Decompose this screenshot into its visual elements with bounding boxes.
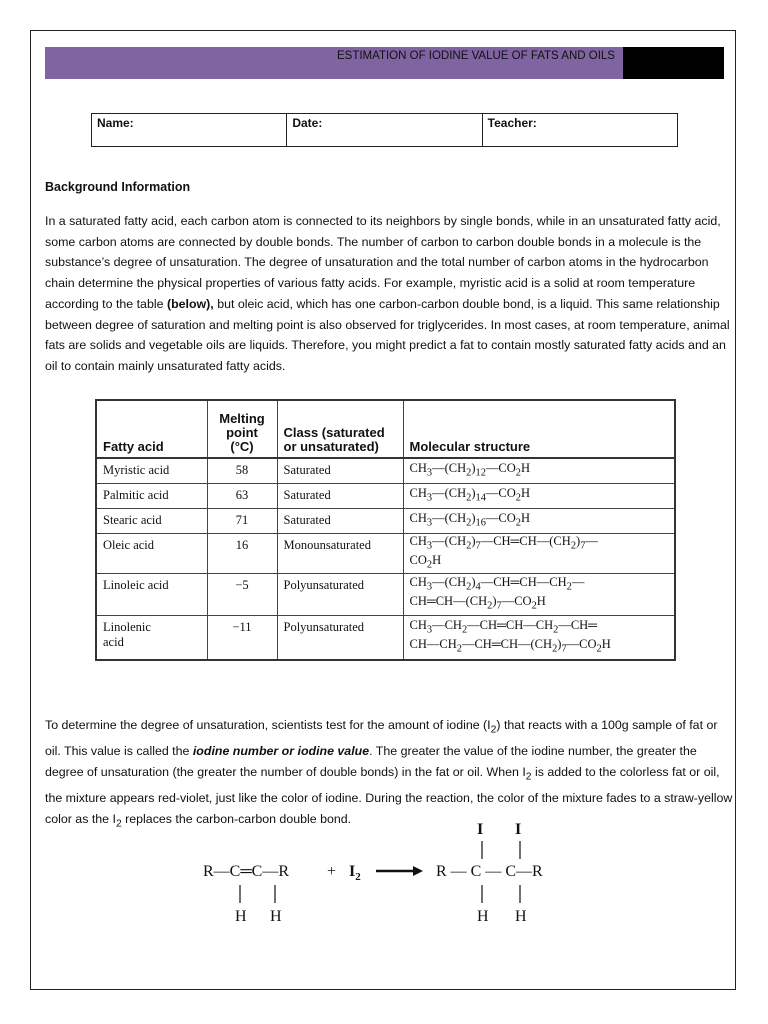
product-h-left: H [477, 908, 489, 925]
melting-point: −5 [207, 573, 277, 615]
table-row [96, 508, 675, 533]
plus-sign: + [327, 863, 337, 880]
fatty-acid-class: Monounsaturated [277, 533, 403, 573]
iodine-sub-2: 2 [525, 771, 532, 783]
product-i-left: I [477, 821, 484, 838]
iodine-text-2: ) that reacts with a 100g sample of fat or oil. This value is called the [45, 718, 718, 759]
molecular-structure: $CH_3—CH_2—CH═CH—CH_2—CH═$ $CH—CH_2—CH═CH—(CH_2)_7—CO_2H$ [403, 615, 675, 660]
fatty-acid-name: Myristic acid [96, 458, 207, 483]
iodine-text-1: To determine the degree of unsaturation, scientists test for the amount of iodine (I [45, 718, 491, 732]
reactant-formula: R—C═C—R [203, 863, 290, 880]
table-row [96, 615, 675, 660]
header-black-bar [623, 47, 724, 79]
iodine-reaction-diagram [181, 811, 611, 941]
header-structure: Molecular structure [403, 400, 675, 458]
iodine-sub-1: 2 [490, 724, 497, 736]
fatty-acid-class: Polyunsaturated [277, 615, 403, 660]
iodine-molecule: $I_2$ [349, 863, 361, 883]
fatty-acid-class: Saturated [277, 458, 403, 483]
name-field[interactable]: Name: [92, 114, 287, 147]
fatty-acid-name: Palmitic acid [96, 483, 207, 508]
header-class: Class (saturated or unsaturated) [277, 400, 403, 458]
arrow-head [413, 866, 423, 876]
product-formula: R — C — C—R [436, 863, 543, 880]
melting-point: 16 [207, 533, 277, 573]
header-melting-point: Melting point (°C) [207, 400, 277, 458]
iodine-text-3: . The greater the value of the iodine number, the greater the degree of unsaturation (the greater the number of double bonds) in the fat or oil. When I [45, 744, 697, 779]
fatty-acid-table [95, 399, 676, 661]
melting-point: −11 [207, 615, 277, 660]
table-row [96, 533, 675, 573]
product-h-right: H [515, 908, 527, 925]
fatty-acid-name: Linoleic acid [96, 573, 207, 615]
fatty-acid-class: Saturated [277, 483, 403, 508]
table-row [96, 458, 675, 483]
background-text-1: In a saturated fatty acid, each carbon atom is connected to its neighbors by single bonds, while in an unsaturated fatty acid, some carbon atoms are connected by double bonds. The number of carbon to carbon double bonds in a molecule is the substance’s degree of unsaturation. The degree of unsaturation and the total number of carbon atoms in the hydrocarbon chain determine the physical properties of various fatty acids. For example, myristic acid is a solid at room temperature according to the table [45, 214, 721, 311]
iodine-text-4: is added to the colorless fat or oil, the mixture appears red-violet, just like the color of iodine. During the reaction, the color of the mixture fades to a straw-yellow color as the I [45, 764, 733, 826]
iodine-text-5: replaces the carbon-carbon double bond. [121, 811, 352, 826]
student-info-table [91, 113, 678, 147]
iodine-sub-3: 2 [115, 818, 122, 830]
page-title: ESTIMATION OF IODINE VALUE OF FATS AND OILS [337, 50, 615, 62]
molecular-structure: $CH_3—(CH_2)_{12}—CO_2H$ [403, 458, 675, 483]
table-row [96, 483, 675, 508]
fatty-acid-class: Saturated [277, 508, 403, 533]
background-heading: Background Information [45, 180, 191, 194]
header-banner [45, 47, 724, 79]
date-field[interactable]: Date: [287, 114, 482, 147]
product-i-right: I [515, 821, 522, 838]
melting-point: 71 [207, 508, 277, 533]
melting-point: 58 [207, 458, 277, 483]
reactant-h-right: H [270, 908, 282, 925]
molecular-structure: $CH_3—(CH_2)_{14}—CO_2H$ [403, 483, 675, 508]
reactant-h-left: H [235, 908, 247, 925]
background-paragraph [45, 211, 733, 377]
molecular-structure: $CH_3—(CH_2)_7—CH═CH—(CH_2)_7—$ $CO_2H$ [403, 533, 675, 573]
molecular-structure: $CH_3—(CH_2)_{16}—CO_2H$ [403, 508, 675, 533]
fatty-acid-class: Polyunsaturated [277, 573, 403, 615]
melting-point: 63 [207, 483, 277, 508]
teacher-field[interactable]: Teacher: [482, 114, 677, 147]
fatty-acid-name: Oleic acid [96, 533, 207, 573]
document-page [30, 30, 736, 990]
fatty-acid-name: Linolenic acid [96, 615, 207, 660]
table-row [96, 573, 675, 615]
molecular-structure: $CH_3—(CH_2)_4—CH═CH—CH_2—$ $CH═CH—(CH_2)_7—CO_2H$ [403, 573, 675, 615]
table-header-row [96, 400, 675, 458]
iodine-term: iodine number or iodine value [192, 744, 370, 759]
fatty-acid-name: Stearic acid [96, 508, 207, 533]
background-bold-ref: (below), [166, 296, 214, 311]
background-text-2: but oleic acid, which has one carbon-carbon double bond, is a liquid. This same relationship between degree of saturation and melting point is also observed for triglycerides. In most cases, at room temperature, animal fats are solids and vegetable oils are liquids. Therefore, you might predict a fat to contain mostly saturated fatty acids and an oil to contain mainly unsaturated fatty acids. [45, 296, 730, 373]
header-fatty-acid: Fatty acid [96, 400, 207, 458]
